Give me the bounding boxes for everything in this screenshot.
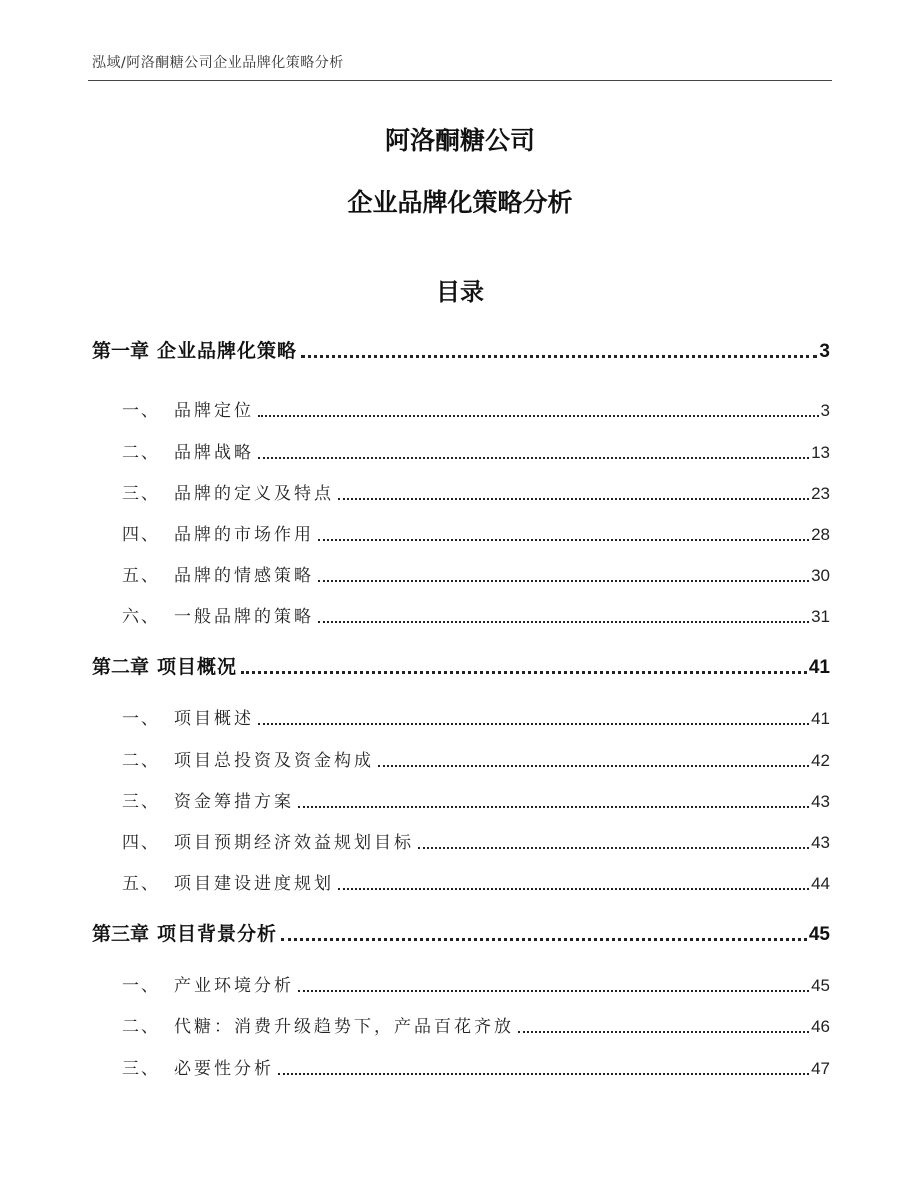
toc-entry-label: 产业环境分析 xyxy=(174,976,294,996)
toc-dot-leader xyxy=(258,723,809,725)
toc-section-entry[interactable] xyxy=(92,602,830,627)
company-title: 阿洛酮糖公司 xyxy=(384,126,535,155)
toc-entry-number: 二、 xyxy=(122,443,160,463)
toc-entry-number: 第二章 xyxy=(92,656,150,678)
toc-section-entry[interactable] xyxy=(92,479,830,504)
toc-entry-label: 项目总投资及资金构成 xyxy=(174,751,374,771)
toc-entry-label: 项目背景分析 xyxy=(157,923,278,945)
toc-page-number: 41 xyxy=(811,709,830,728)
toc-page-number: 43 xyxy=(811,833,830,852)
toc-entry-number: 五、 xyxy=(122,566,160,586)
toc-section-entry[interactable] xyxy=(92,869,830,894)
toc-section-entry[interactable] xyxy=(92,396,830,421)
toc-dot-leader xyxy=(418,847,809,849)
toc-dot-leader xyxy=(378,765,809,767)
toc-entry-label: 资金筹措方案 xyxy=(174,792,294,812)
toc-entry-number: 一、 xyxy=(122,976,160,996)
toc-entry-label: 品牌的市场作用 xyxy=(174,525,314,545)
toc-dot-leader xyxy=(258,415,819,417)
toc-dot-leader xyxy=(301,355,817,358)
toc-entry-label: 品牌的定义及特点 xyxy=(174,484,334,504)
toc-page-number: 23 xyxy=(811,484,830,503)
toc-page-number: 28 xyxy=(811,525,830,544)
toc-chapter-entry[interactable] xyxy=(92,336,830,363)
toc-section-entry[interactable] xyxy=(92,787,830,812)
toc-page-number: 3 xyxy=(819,341,830,362)
toc-section-entry[interactable] xyxy=(92,704,830,729)
toc-entry-label: 企业品牌化策略 xyxy=(157,340,298,362)
header-divider xyxy=(88,80,832,81)
toc-dot-leader xyxy=(318,539,809,541)
toc-entry-label: 品牌定位 xyxy=(174,401,254,421)
toc-entry-number: 四、 xyxy=(122,833,160,853)
toc-section-entry[interactable] xyxy=(92,561,830,586)
toc-entry-number: 二、 xyxy=(122,751,160,771)
toc-dot-leader xyxy=(318,621,809,623)
toc-chapter-entry[interactable] xyxy=(92,652,830,679)
toc-page-number: 41 xyxy=(808,657,830,678)
toc-dot-leader xyxy=(281,938,807,941)
toc-page-number: 30 xyxy=(811,566,830,585)
toc-section-entry[interactable] xyxy=(92,438,830,463)
toc-section-entry[interactable] xyxy=(92,746,830,771)
toc-dot-leader xyxy=(338,498,809,500)
toc-dot-leader xyxy=(318,580,809,582)
toc-entry-number: 一、 xyxy=(122,401,160,421)
toc-dot-leader xyxy=(241,671,807,674)
toc-dot-leader xyxy=(338,888,809,890)
toc-page-number: 31 xyxy=(811,607,830,626)
toc-page-number: 45 xyxy=(808,924,830,945)
toc-entry-number: 四、 xyxy=(122,525,160,545)
toc-page-number: 13 xyxy=(811,443,830,462)
toc-entry-label: 项目建设进度规划 xyxy=(174,874,334,894)
toc-page-number: 42 xyxy=(811,751,830,770)
toc-entry-number: 六、 xyxy=(122,607,160,627)
toc-entry-label: 项目预期经济效益规划目标 xyxy=(174,833,414,853)
toc-entry-label: 项目概述 xyxy=(174,709,254,729)
toc-page-number: 43 xyxy=(811,792,830,811)
toc-section-entry[interactable] xyxy=(92,1012,830,1037)
toc-entry-number: 三、 xyxy=(122,1059,160,1079)
toc-section-entry[interactable] xyxy=(92,828,830,853)
toc-entry-label: 项目概况 xyxy=(157,656,238,678)
toc-entry-number: 二、 xyxy=(122,1017,160,1037)
toc-entry-number: 三、 xyxy=(122,484,160,504)
toc-entry-number: 第三章 xyxy=(92,923,150,945)
toc-page-number: 46 xyxy=(811,1017,830,1036)
toc-section-entry[interactable] xyxy=(92,1054,830,1079)
toc-entry-label: 品牌战略 xyxy=(174,443,254,463)
toc-page-number: 47 xyxy=(811,1059,830,1078)
toc-dot-leader xyxy=(298,990,809,992)
toc-heading: 目录 xyxy=(436,278,484,306)
toc-entry-number: 三、 xyxy=(122,792,160,812)
toc-entry-label: 必要性分析 xyxy=(174,1059,274,1079)
toc-dot-leader xyxy=(258,457,809,459)
toc-dot-leader xyxy=(518,1031,809,1033)
toc-page-number: 3 xyxy=(820,401,830,420)
running-header: 泓域/阿洛酮糖公司企业品牌化策略分析 xyxy=(92,55,344,71)
toc-entry-label: 一般品牌的策略 xyxy=(174,607,314,627)
toc-dot-leader xyxy=(278,1073,809,1075)
toc-section-entry[interactable] xyxy=(92,971,830,996)
toc-entry-number: 五、 xyxy=(122,874,160,894)
toc-dot-leader xyxy=(298,806,809,808)
toc-page-number: 45 xyxy=(811,976,830,995)
toc-section-entry[interactable] xyxy=(92,520,830,545)
toc-entry-label: 品牌的情感策略 xyxy=(174,566,314,586)
toc-page-number: 44 xyxy=(811,874,830,893)
toc-entry-number: 第一章 xyxy=(92,340,150,362)
toc-entry-number: 一、 xyxy=(122,709,160,729)
document-title: 企业品牌化策略分析 xyxy=(347,188,573,217)
toc-entry-label: 代糖：消费升级趋势下，产品百花齐放 xyxy=(174,1017,514,1037)
toc-chapter-entry[interactable] xyxy=(92,919,830,946)
